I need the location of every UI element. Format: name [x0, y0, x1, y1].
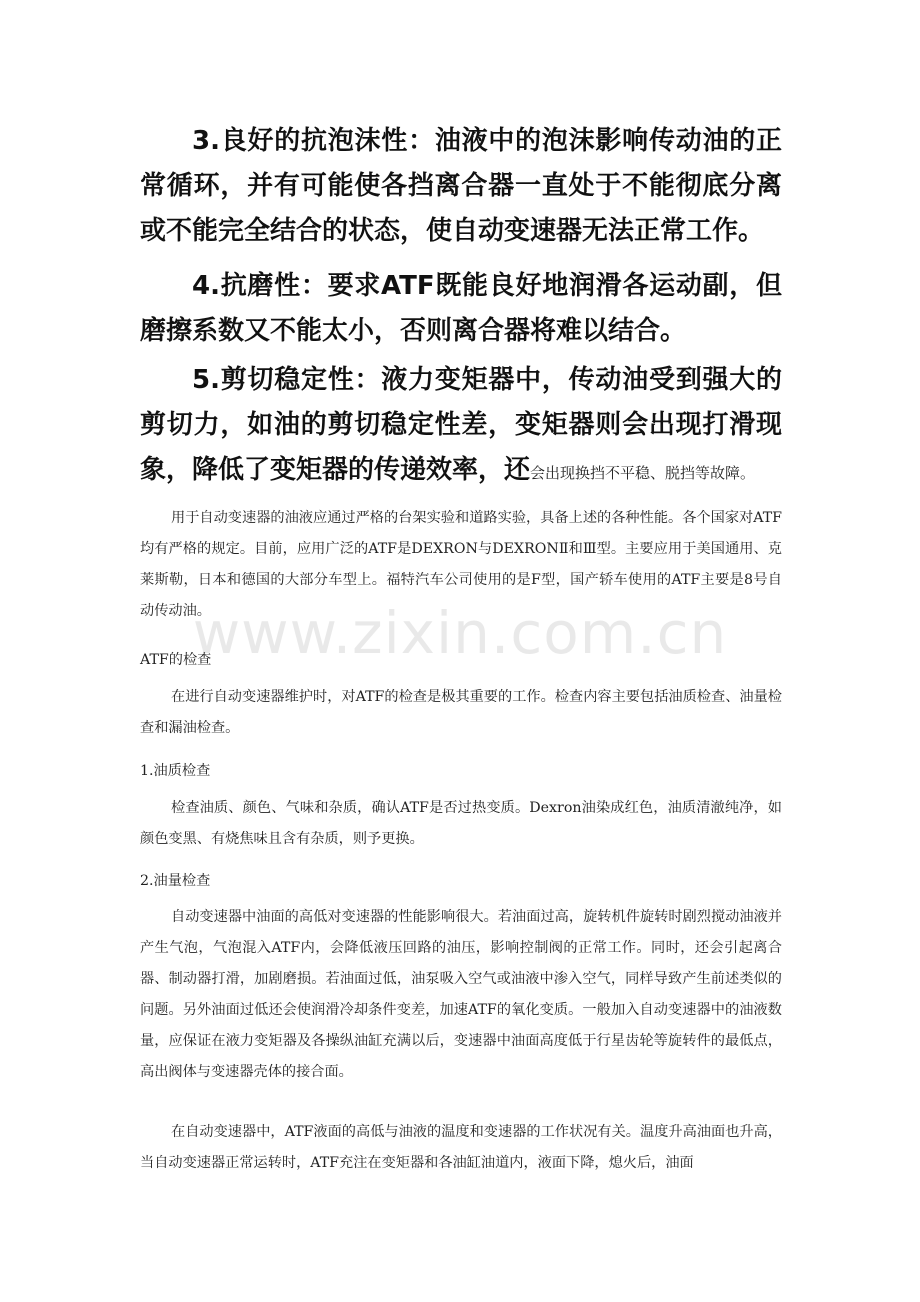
paragraph-shear-stability: [140, 358, 782, 496]
heading-oil-quality: 1.油质检查: [140, 763, 211, 779]
watermark-text: www.zixin.com.cn: [192, 599, 728, 667]
shear-stability-tail-text: 会出现换挡不平稳、脱挡等故障。: [530, 464, 756, 482]
heading-atf-inspection: ATF的检查: [140, 652, 212, 668]
shear-stability-bold-text: 5.剪切稳定性：液力变矩器中，传动油受到强大的剪切力，如油的剪切稳定性差，变矩器则会出现打滑现象，降低了变矩器的传递效率，还: [140, 365, 782, 485]
heading-oil-level: 2.油量检查: [140, 873, 211, 889]
paragraph-oil-quality: 检查油质、颜色、气味和杂质，确认ATF是否过热变质。Dexron油染成红色，油质清澈纯净，如颜色变黑、有烧焦味且含有杂质，则予更换。: [140, 800, 782, 847]
paragraph-atf-standards: 用于自动变速器的油液应通过严格的台架实验和道路实验，具备上述的各种性能。各个国家对ATF均有严格的规定。目前，应用广泛的ATF是DEXRON与DEXRONⅡ和Ⅲ型。主要应用于美国通用、克莱斯勒，日本和德国的大部分车型上。福特汽车公司使用的是F型，国产轿车使用的ATF主要是8号自动传动油。: [140, 510, 782, 619]
paragraph-anti-foam: 3.良好的抗泡沫性：油液中的泡沫影响传动油的正常循环，并有可能使各挡离合器一直处于不能彻底分离或不能完全结合的状态，使自动变速器无法正常工作。: [140, 126, 782, 246]
paragraph-anti-wear: 4.抗磨性：要求ATF既能良好地润滑各运动副，但磨擦系数又不能太小，否则离合器将难以结合。: [140, 271, 782, 346]
paragraph-inspection-intro: 在进行自动变速器维护时，对ATF的检查是极其重要的工作。检查内容主要包括油质检查、油量检查和漏油检查。: [140, 689, 782, 736]
paragraph-oil-level: 自动变速器中油面的高低对变速器的性能影响很大。若油面过高，旋转机件旋转时剧烈搅动油液并产生气泡，气泡混入ATF内，会降低液压回路的油压，影响控制阀的正常工作。同时，还会引起离合器、制动器打滑，加剧磨损。若油面过低，油泵吸入空气或油液中渗入空气，同样导致产生前述类似的问题。另外油面过低还会使润滑冷却条件变差，加速ATF的氧化变质。一般加入自动变速器中的油液数量，应保证在液力变矩器及各操纵油缸充满以后，变速器中油面高度低于行星齿轮等旋转件的最低点，高出阀体与变速器壳体的接合面。: [140, 909, 782, 1080]
paragraph-oil-level-temperature: 在自动变速器中，ATF液面的高低与油液的温度和变速器的工作状况有关。温度升高油面也升高，当自动变速器正常运转时，ATF充注在变矩器和各油缸油道内，液面下降，熄火后，油面: [140, 1124, 782, 1171]
